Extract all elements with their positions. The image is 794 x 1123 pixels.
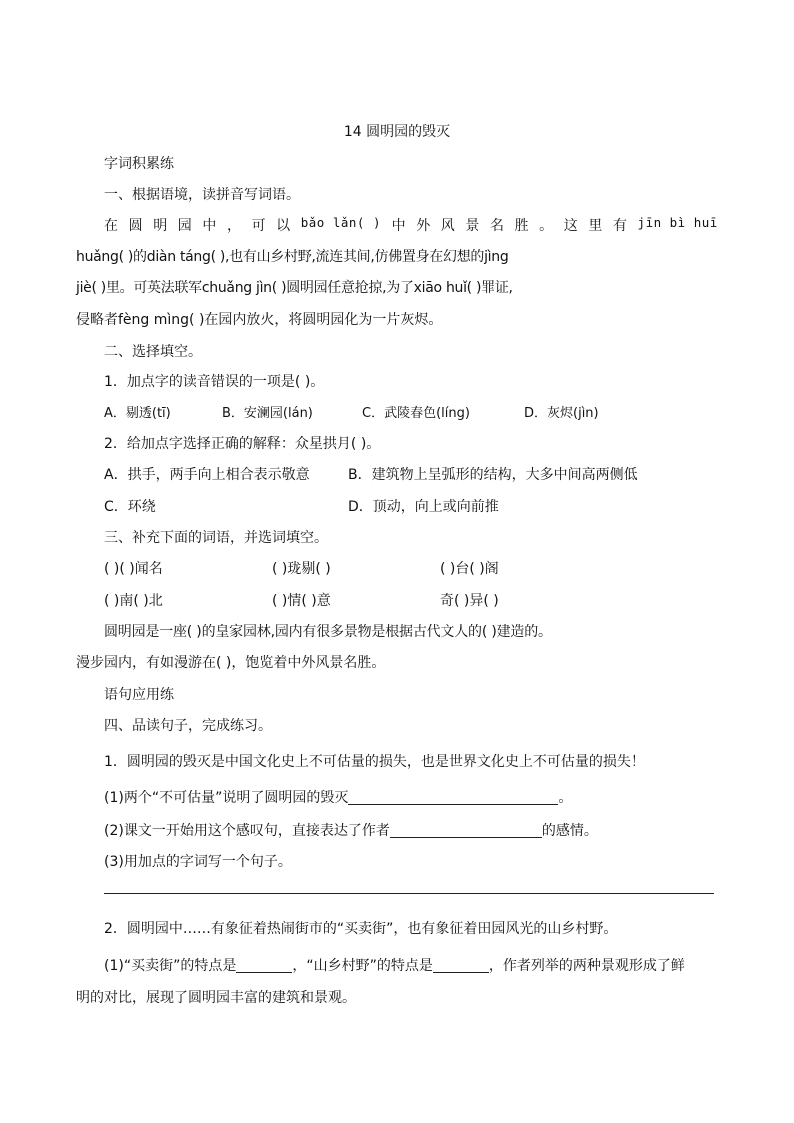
q1-line-2: huǎng( )的diàn táng( ),也有山乡村野,流连其间,仿佛置身在幻想的jìng [76, 249, 509, 265]
q3-word-6: 奇( )异( ) [440, 593, 499, 609]
q4-sub-3: (3)用加点的字词写一个句子。 [104, 854, 292, 870]
q3-word-3: ( )台( )阁 [440, 561, 499, 577]
q1-line-3: jiè( )里。可英法联军chuǎng jìn( )圆明园任意抢掠,为了xiāo huǐ( )罪证, [76, 280, 513, 296]
q2-item-2: 2．给加点字选择正确的解释：众星拱月( )。 [104, 436, 381, 452]
q2-item1-option-c: C．武陵春色(líng) [362, 406, 470, 421]
q1-heading: 一、根据语境，读拼音写词语。 [104, 187, 300, 203]
q4-sub-2: (2)课文一开始用这个感叹句，直接表达了作者 的感情。 [104, 823, 598, 839]
answer-blank[interactable] [236, 958, 292, 973]
q3-word-1: ( )( )闻名 [104, 561, 163, 577]
q1-line-4: 侵略者fèng mìng( )在园内放火，将圆明园化为一片灰烬。 [76, 312, 443, 328]
q4-heading: 四、品读句子，完成练习。 [104, 718, 272, 734]
q3-paragraph-line-1: 圆明园是一座( )的皇家园林,园内有很多景物是根据古代文人的( )建造的。 [104, 624, 552, 640]
q2-heading: 二、选择填空。 [104, 344, 202, 360]
q3-paragraph-line-2: 漫步园内，有如漫游在( )，饱览着中外风景名胜。 [76, 655, 386, 671]
q2-item2-option-c: C．环绕 [104, 499, 156, 515]
q2-item1-option-b: B．安澜园(lán) [222, 406, 313, 421]
q3-word-5: ( )情( )意 [272, 593, 331, 609]
answer-line[interactable] [104, 893, 714, 894]
q1-line-1: 在 圆 明 园 中 ， 可 以 bǎo lǎn( ) 中 外 风 景 名 胜 。 这 里 有 jīn bì huī [104, 215, 718, 234]
answer-blank[interactable] [348, 790, 558, 805]
q3-heading: 三、补充下面的词语，并选词填空。 [104, 530, 328, 546]
q2-item1-option-a: A．剔透(tī) [104, 406, 171, 421]
section-heading-sentences: 语句应用练 [104, 687, 174, 703]
answer-blank[interactable] [390, 823, 542, 838]
q4-sentence-1: 1．圆明园的毁灭是中国文化史上不可估量的损失，也是世界文化史上不可估量的损失！ [104, 754, 645, 770]
section-heading-vocab: 字词积累练 [104, 156, 174, 172]
q2-item-1: 1．加点字的读音错误的一项是( )。 [104, 374, 325, 390]
q4-sub-1: (1)两个“不可估量”说明了圆明园的毁灭 。 [104, 790, 573, 806]
answer-blank[interactable] [433, 958, 489, 973]
q4-sentence2-sub-1: (1)“买卖街”的特点是 ，“山乡村野”的特点是 ，作者列举的两种景观形成了鲜 [104, 958, 685, 974]
q4-sentence-2: 2．圆明园中……有象征着热闹街市的“买卖街”，也有象征着田园风光的山乡村野。 [104, 921, 618, 937]
q3-word-4: ( )南( )北 [104, 593, 163, 609]
q3-word-2: ( )珑剔( ) [272, 561, 331, 577]
q2-item1-option-d: D．灰烬(jìn) [524, 406, 599, 421]
q2-item2-option-d: D．顶动，向上或向前推 [348, 499, 499, 515]
page-title: 14 圆明园的毁灭 [343, 124, 451, 140]
q4-sentence2-sub-1-cont: 明的对比，展现了圆明园丰富的建筑和景观。 [76, 990, 356, 1006]
q2-item2-option-a: A．拱手，两手向上相合表示敬意 [104, 467, 310, 483]
q2-item2-option-b: B．建筑物上呈弧形的结构，大多中间高两侧低 [348, 467, 638, 483]
